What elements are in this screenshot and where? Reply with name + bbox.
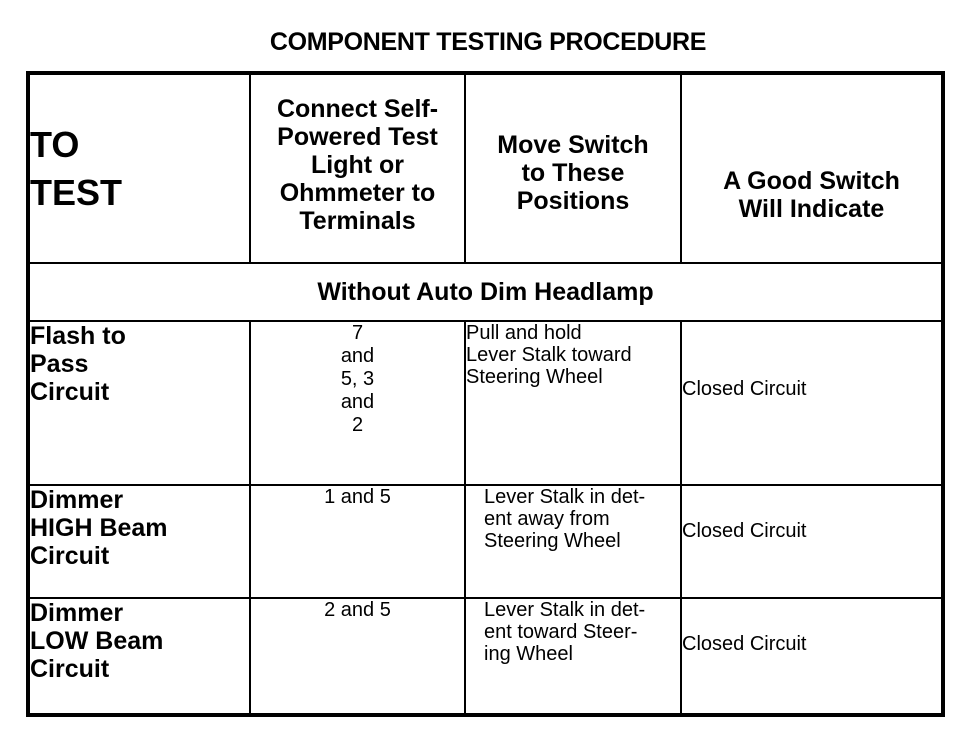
circuit-name: Dimmer LOW Beam Circuit <box>28 598 250 715</box>
terminals-value: 7 and 5, 3 and 2 <box>250 321 465 485</box>
section-heading: Without Auto Dim Headlamp <box>28 263 943 321</box>
expected-result: Closed Circuit <box>681 485 943 598</box>
header-good-switch: A Good Switch Will Indicate <box>681 73 943 263</box>
header-row <box>28 73 943 263</box>
terminals-value: 1 and 5 <box>250 485 465 598</box>
table-row <box>28 321 943 485</box>
switch-position: Pull and hold Lever Stalk toward Steering Wheel <box>465 321 681 485</box>
expected-result: Closed Circuit <box>681 598 943 715</box>
table-row <box>28 485 943 598</box>
header-connect-terminals: Connect Self- Powered Test Light or Ohmmeter to Terminals <box>250 73 465 263</box>
circuit-name: Dimmer HIGH Beam Circuit <box>28 485 250 598</box>
expected-result: Closed Circuit <box>681 321 943 485</box>
header-move-switch: Move Switch to These Positions <box>465 73 681 263</box>
component-testing-table <box>26 71 945 717</box>
page-title: COMPONENT TESTING PROCEDURE <box>269 28 707 56</box>
circuit-name: Flash to Pass Circuit <box>28 321 250 485</box>
terminals-value: 2 and 5 <box>250 598 465 715</box>
switch-position: Lever Stalk in det- ent toward Steer- ing Wheel <box>465 598 681 715</box>
section-row <box>28 263 943 321</box>
switch-position: Lever Stalk in det- ent away from Steering Wheel <box>465 485 681 598</box>
header-to-test: TO TEST <box>28 73 250 263</box>
table-row <box>28 598 943 715</box>
